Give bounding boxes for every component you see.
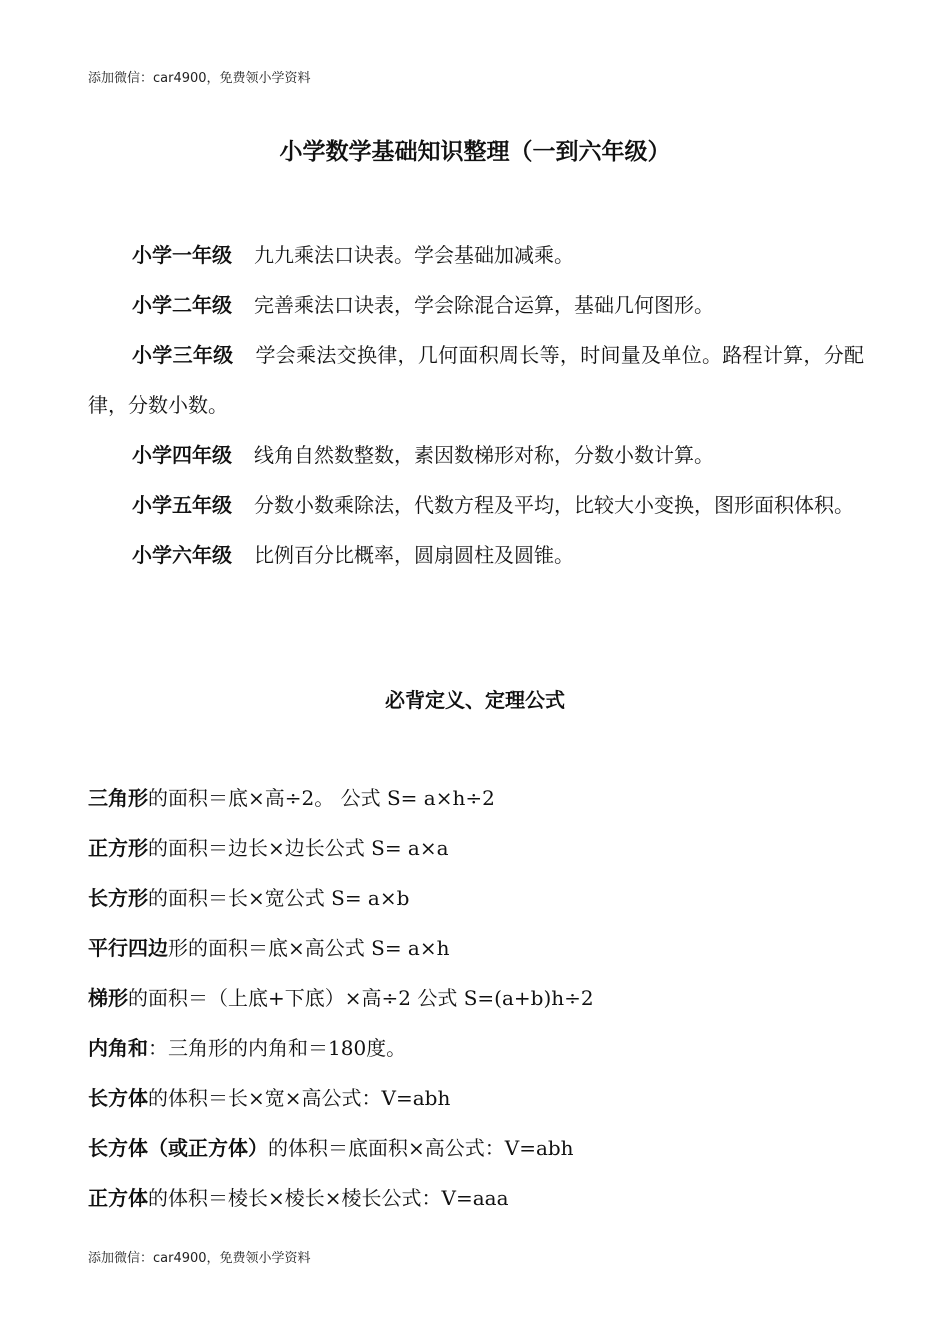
- formula-term: 内角和: [88, 1036, 148, 1060]
- section-title: 必背定义、定理公式: [385, 688, 565, 712]
- formula-item: [88, 1123, 878, 1173]
- grade-list: [88, 230, 864, 580]
- grade-item-3: [88, 330, 864, 430]
- page-footer: 添加微信：car4900，免费领小学资料: [88, 1251, 311, 1266]
- formula-term: 长方体（或正方体）: [88, 1136, 268, 1160]
- grade-label: 小学四年级: [132, 443, 232, 467]
- formula-item: [88, 923, 878, 973]
- grade-text: 完善乘法口诀表，学会除混合运算，基础几何图形。: [254, 293, 714, 317]
- formula-text: 形的面积＝底×高公式 S= a×h: [168, 936, 450, 960]
- formula-item: [88, 1073, 878, 1123]
- formula-item: [88, 973, 878, 1023]
- formula-text: 的面积＝长×宽公式 S= a×b: [148, 886, 410, 910]
- grade-label: 小学五年级: [132, 493, 232, 517]
- grade-text: 线角自然数整数，素因数梯形对称，分数小数计算。: [254, 443, 714, 467]
- formula-item: [88, 873, 878, 923]
- grade-item-5: [88, 480, 864, 530]
- grade-item-1: [88, 230, 864, 280]
- grade-text: 比例百分比概率，圆扇圆柱及圆锥。: [254, 543, 574, 567]
- formula-text: 的体积＝长×宽×高公式：V=abh: [148, 1086, 451, 1110]
- formula-term: 三角形: [88, 786, 148, 810]
- formula-text: 的面积＝边长×边长公式 S= a×a: [148, 836, 449, 860]
- formula-item: [88, 773, 878, 823]
- formula-item: [88, 823, 878, 873]
- formula-term: 长方体: [88, 1086, 148, 1110]
- formula-term: 长方形: [88, 886, 148, 910]
- formula-text: 的面积＝（上底+下底）×高÷2 公式 S=(a+b)h÷2: [128, 986, 594, 1010]
- formula-item: [88, 1023, 878, 1073]
- formula-term: 正方体: [88, 1186, 148, 1210]
- formula-term: 梯形: [88, 986, 128, 1010]
- grade-label: 小学一年级: [132, 243, 232, 267]
- grade-item-4: [88, 430, 864, 480]
- page-header: 添加微信：car4900，免费领小学资料: [88, 71, 311, 86]
- grade-label: 小学二年级: [132, 293, 232, 317]
- grade-text: 学会乘法交换律，几何面积周长等，时间量及单位。路程计算，分配律，分数小数。: [88, 343, 865, 417]
- formula-item: [88, 1173, 878, 1223]
- grade-label: 小学六年级: [132, 543, 232, 567]
- formula-term: 正方形: [88, 836, 148, 860]
- formula-text: ：三角形的内角和＝180度。: [148, 1036, 407, 1060]
- formula-term: 平行四边: [88, 936, 168, 960]
- formula-text: 的面积＝底×高÷2。 公式 S= a×h÷2: [148, 786, 495, 810]
- formula-text: 的体积＝棱长×棱长×棱长公式：V=aaa: [148, 1186, 509, 1210]
- grade-text: 九九乘法口诀表。学会基础加减乘。: [254, 243, 574, 267]
- grade-item-6: [88, 530, 864, 580]
- grade-item-2: [88, 280, 864, 330]
- page-title: 小学数学基础知识整理（一到六年级）: [279, 139, 671, 165]
- grade-label: 小学三年级: [132, 343, 234, 367]
- formula-text: 的体积＝底面积×高公式：V=abh: [268, 1136, 574, 1160]
- formula-list: [88, 773, 878, 1223]
- grade-text: 分数小数乘除法，代数方程及平均，比较大小变换，图形面积体积。: [254, 493, 854, 517]
